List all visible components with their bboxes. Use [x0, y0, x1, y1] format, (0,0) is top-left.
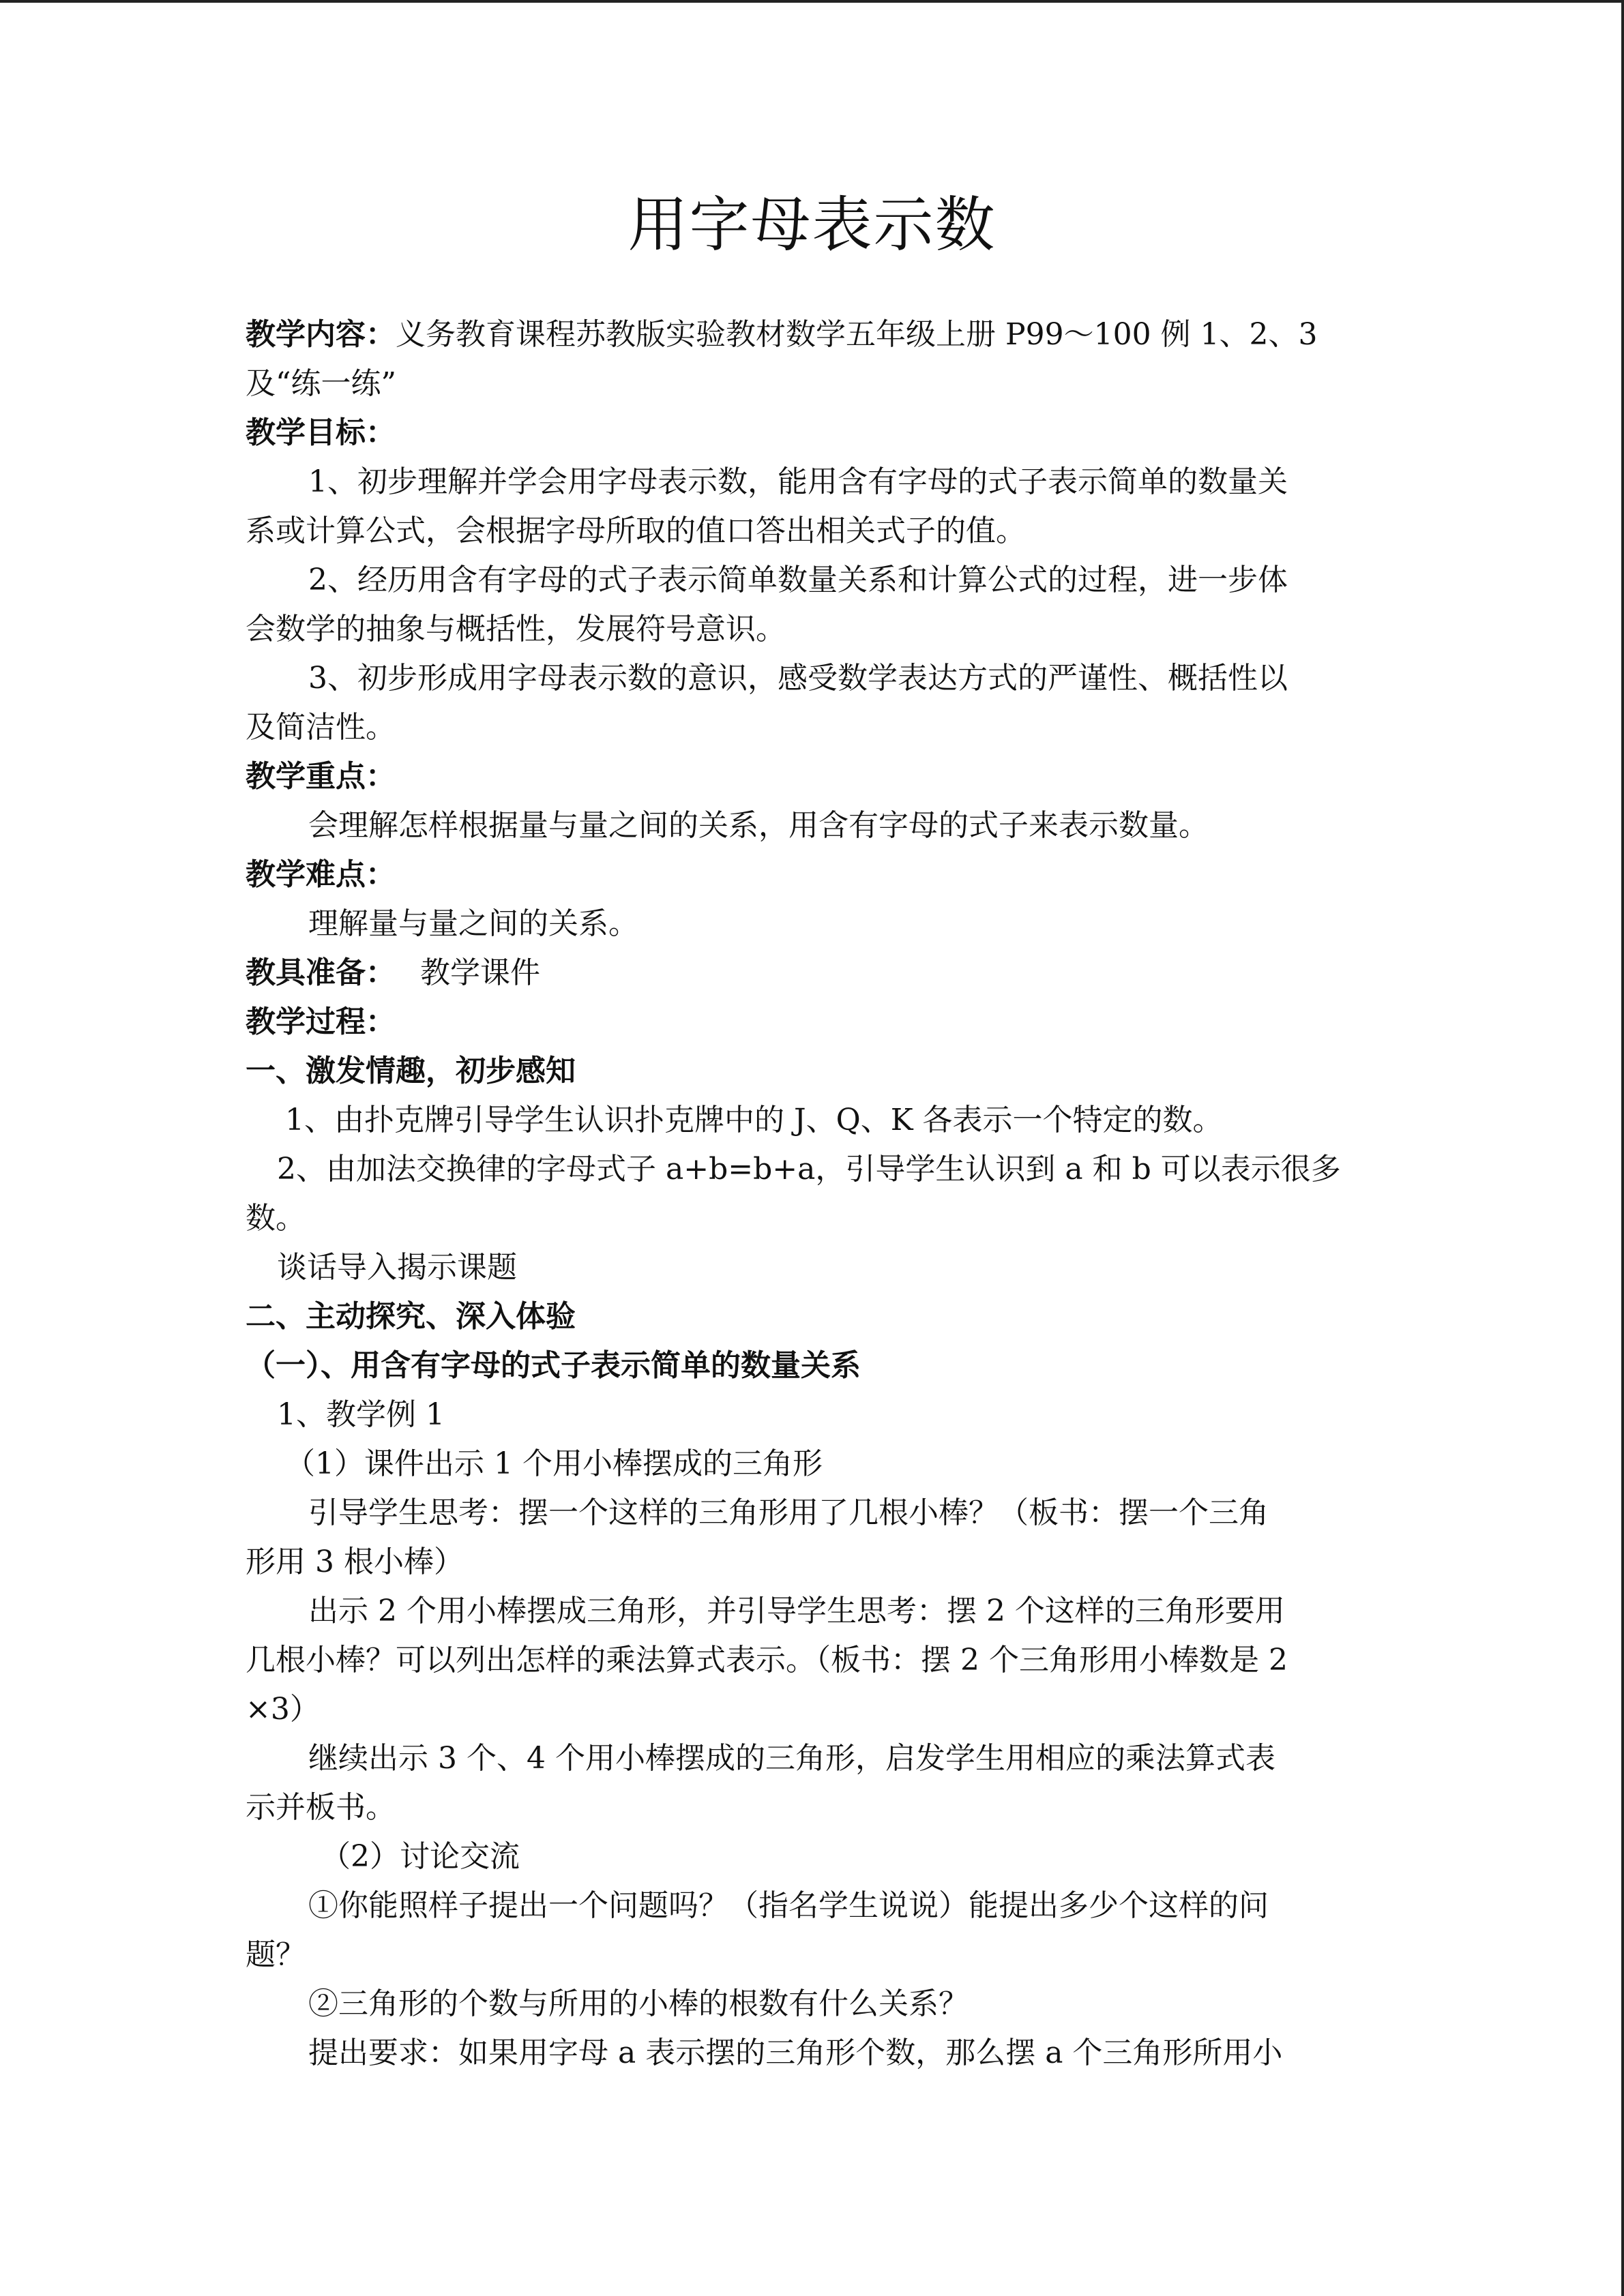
text-line: 示并板书。 [246, 1790, 396, 1825]
text-line: ×3） [246, 1692, 320, 1727]
text-line: （1）课件出示 1 个用小棒摆成的三角形 [285, 1446, 823, 1481]
text-line: 3、初步形成用字母表示数的意识，感受数学表达方式的严谨性、概括性以 [308, 661, 1288, 696]
text-line: 会理解怎样根据量与量之间的关系，用含有字母的式子来表示数量。 [308, 808, 1209, 843]
text-line: 及“练一练” [246, 366, 396, 401]
text-line: ①你能照样子提出一个问题吗？（指名学生说说）能提出多少个这样的问 [308, 1888, 1269, 1923]
text-line: 2、经历用含有字母的式子表示简单数量关系和计算公式的过程，进一步体 [308, 563, 1288, 597]
document-title: 用字母表示数 [628, 190, 996, 260]
text-line: 数。 [246, 1201, 306, 1236]
heading-key-points: 教学重点： [246, 759, 396, 794]
text-line: 义务教育课程苏教版实验教材数学五年级上册 P99～100 例 1、2、3 [396, 317, 1318, 352]
heading-teaching-aids: 教具准备： [246, 955, 396, 990]
heading-teaching-process: 教学过程： [246, 1004, 396, 1039]
text-line: 出示 2 个用小棒摆成三角形，并引导学生思考：摆 2 个这样的三角形要用 [308, 1594, 1285, 1628]
text-line: 谈话导入揭示课题 [277, 1250, 517, 1285]
text-line: ②三角形的个数与所用的小棒的根数有什么关系？ [308, 1986, 969, 2021]
heading-teaching-content: 教学内容： [246, 317, 396, 352]
section-heading-2: 二、主动探究、深入体验 [246, 1299, 576, 1334]
text-line: 继续出示 3 个、4 个用小棒摆成的三角形，启发学生用相应的乘法算式表 [308, 1741, 1275, 1776]
teaching-content-line [246, 310, 1378, 359]
teaching-aids-line [246, 949, 1378, 998]
text-line: 提出要求：如果用字母 a 表示摆的三角形个数，那么摆 a 个三角形所用小 [308, 2036, 1283, 2070]
text-line: 题？ [246, 1937, 306, 1972]
text-line: 2、由加法交换律的字母式子 a+b=b+a，引导学生认识到 a 和 b 可以表示很多 [277, 1152, 1341, 1187]
text-line: 形用 3 根小棒） [246, 1545, 464, 1579]
page-border-top [0, 0, 1624, 3]
text-line: 会数学的抽象与概括性，发展符号意识。 [246, 612, 786, 646]
text-line: 理解量与量之间的关系。 [308, 906, 638, 941]
text-line: 引导学生思考：摆一个这样的三角形用了几根小棒？（板书：摆一个三角 [308, 1495, 1269, 1530]
heading-teaching-goals: 教学目标： [246, 415, 396, 450]
text-line: 及简洁性。 [246, 710, 396, 745]
text-line: 教学课件 [420, 955, 540, 990]
text-line: 几根小棒？可以列出怎样的乘法算式表示。（板书：摆 2 个三角形用小棒数是 2 [246, 1643, 1288, 1678]
text-line: 系或计算公式，会根据字母所取的值口答出相关式子的值。 [246, 513, 1026, 548]
text-line: 1、初步理解并学会用字母表示数，能用含有字母的式子表示简单的数量关 [308, 464, 1288, 499]
section-heading-1: 一、激发情趣，初步感知 [246, 1054, 576, 1088]
text-line: 1、教学例 1 [277, 1397, 445, 1432]
page-border-right [1621, 0, 1624, 2296]
text-line: （2）讨论交流 [321, 1839, 520, 1874]
text-line: 1、由扑克牌引导学生认识扑克牌中的 J、Q、K 各表示一个特定的数。 [285, 1103, 1223, 1137]
heading-difficulties: 教学难点： [246, 857, 396, 892]
subsection-heading-1: （一）、用含有字母的式子表示简单的数量关系 [246, 1348, 861, 1383]
document-body [246, 310, 1378, 2078]
